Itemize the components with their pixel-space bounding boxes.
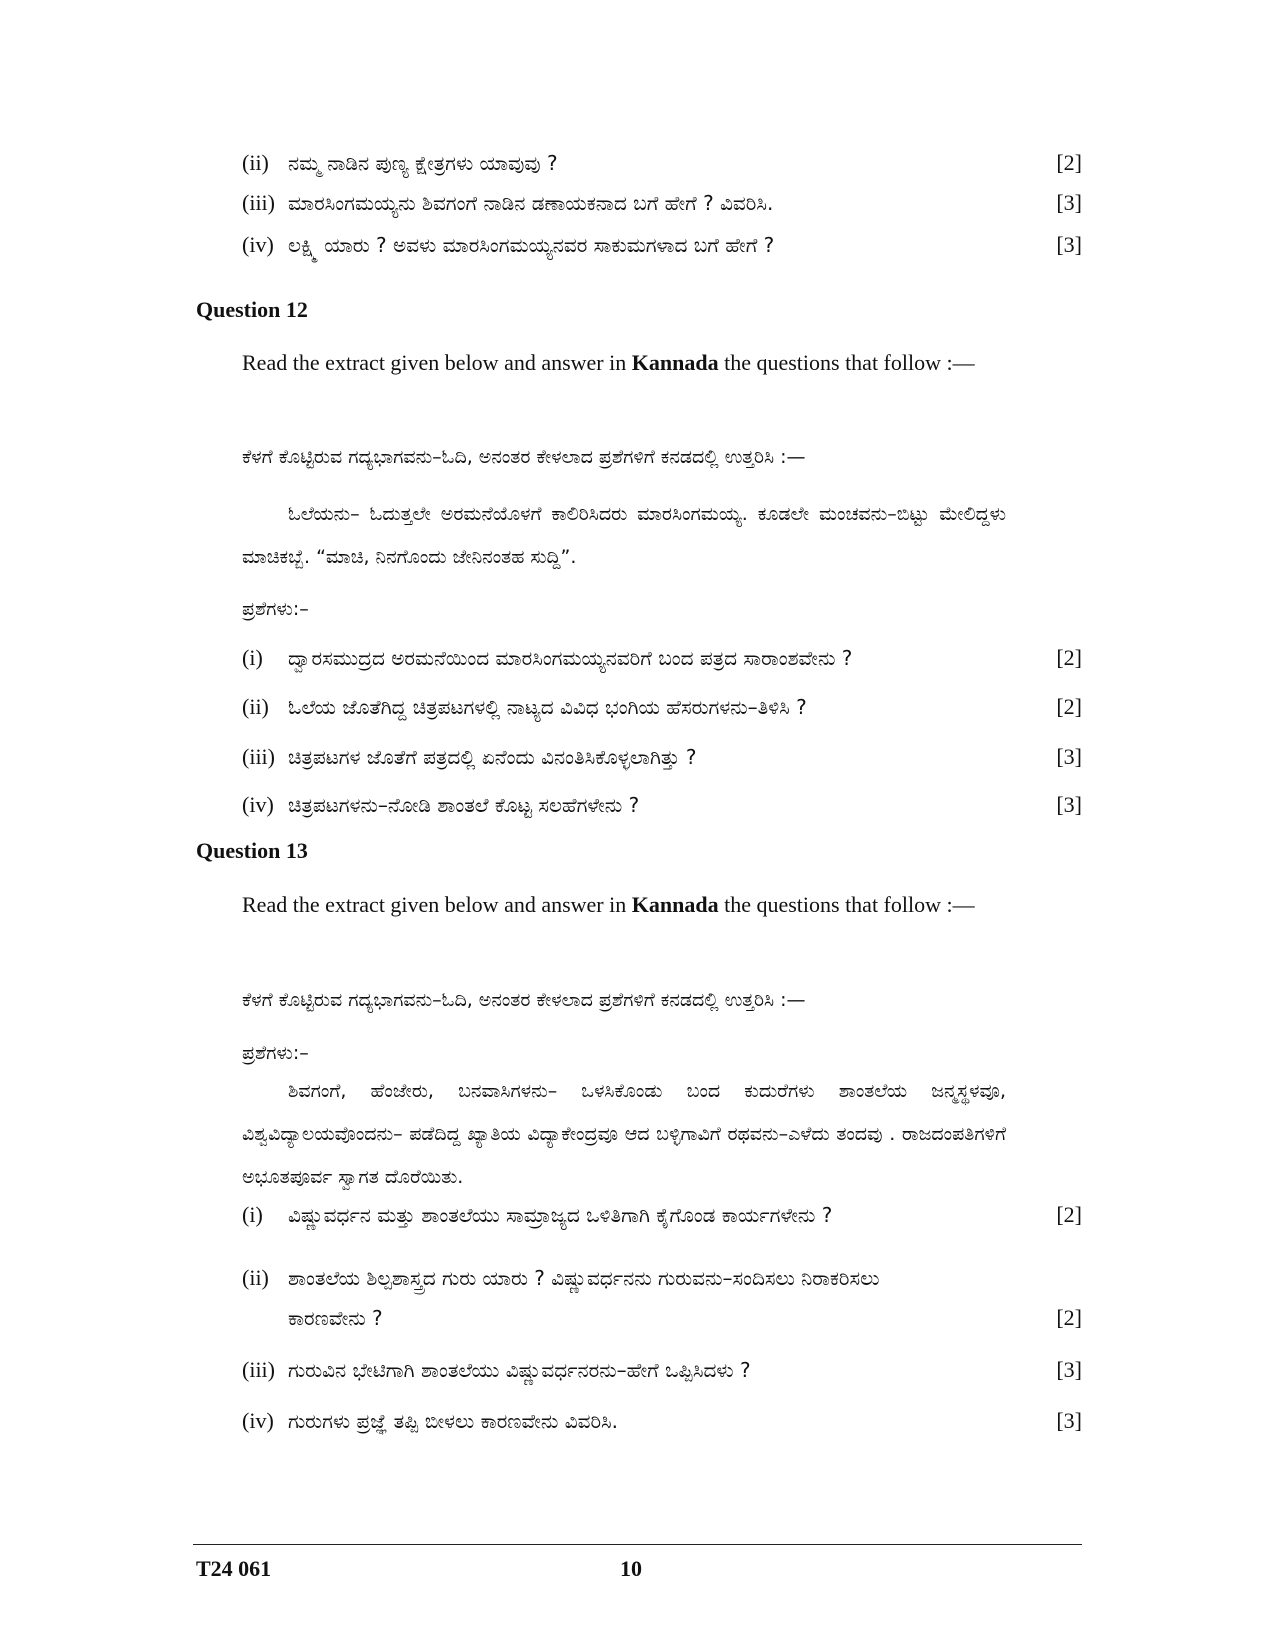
question-item	[242, 692, 1082, 722]
paper-code: T24 061	[196, 1556, 272, 1581]
question-marks: [3]	[1056, 744, 1082, 769]
question-item	[242, 1355, 1082, 1385]
question-item	[242, 643, 1082, 673]
question-number: (i)	[242, 645, 263, 670]
questions-label: ಪ್ರಶೆಗಳು:–	[242, 1042, 309, 1064]
question-number: (iii)	[242, 744, 275, 769]
question-text: ವಿಷ್ಣುವರ್ಧನ ಮತ್ತು ಶಾಂತಲೆಯು ಸಾಮ್ರಾಜ್ಯದ ಒಳಿತಿಗಾಗಿ ಕೈಗೊಂಡ ಕಾರ್ಯಗಳೇನು ?	[288, 1203, 833, 1227]
instruction-text: the questions that follow :—	[718, 892, 975, 917]
question-text: ದ್ವಾರಸಮುದ್ರದ ಅರಮನೆಯಿಂದ ಮಾರಸಿಂಗಮಯ್ಯನವರಿಗೆ ಬಂದ ಪತ್ರದ ಸಾರಾಂಶವೇನು ?	[288, 646, 853, 670]
extract-passage: ಶಿವಗಂಗೆ, ಹೆಂಜೇರು, ಬನವಾಸಿಗಳನು– ಒಳಸಿಕೊಂಡು ಬಂದ ಕುದುರೆಗಳು ಶಾಂತಲೆಯ ಜನ್ಮಸ್ಥಳವೂ, ವಿಶ್ವವಿದ್ಯಾಲಯವೊಂದನು– ಪಡೆದಿದ್ದ ಖ್ಯಾತಿಯ ವಿದ್ಯಾಕೇಂದ್ರವೂ ಆದ ಬಳ್ಳಿಗಾವಿಗೆ ರಥವನು–ಎಳೆದು ತಂದವು . ರಾಜದಂಪತಿಗಳಿಗೆ ಅಭೂತಪೂರ್ವ ಸ್ವಾಗತ ದೊರೆಯಿತು.	[242, 1080, 1006, 1188]
question-number: (iv)	[242, 232, 274, 257]
instruction-text: the questions that follow :—	[718, 350, 975, 375]
question-marks: [3]	[1056, 1408, 1082, 1433]
question-number: (ii)	[242, 694, 269, 719]
question-item	[242, 742, 1082, 772]
question-item	[242, 1200, 1082, 1230]
english-instruction	[242, 342, 1006, 384]
question-item	[242, 1263, 1082, 1293]
footer-divider	[193, 1544, 1082, 1545]
question-item	[242, 188, 1082, 218]
question-text: ಕಾರಣವೇನು ?	[288, 1306, 383, 1330]
kannada-instruction: ಕೆಳಗೆ ಕೊಟ್ಟಿರುವ ಗದ್ಯಭಾಗವನು–ಓದಿ, ಅನಂತರ ಕೇಳಲಾದ ಪ್ರಶೆಗಳಿಗೆ ಕನಡದಲ್ಲಿ ಉತ್ತರಿಸಿ :—	[242, 989, 806, 1011]
question-number: (iii)	[242, 190, 275, 215]
question-marks: [3]	[1056, 792, 1082, 817]
question-number: (ii)	[242, 1265, 269, 1290]
question-marks: [2]	[1056, 1305, 1082, 1330]
question-text: ಗುರುಗಳು ಪ್ರಜ್ಞೆ ತಪ್ಪಿ ಬೀಳಲು ಕಾರಣವೇನು ವಿವರಿಸಿ.	[288, 1409, 618, 1433]
question-marks: [2]	[1056, 1202, 1082, 1227]
question-item	[242, 790, 1082, 820]
instruction-text: Read the extract given below and answer in	[242, 350, 632, 375]
question-text: ಚಿತ್ರಪಟಗಳನು–ನೋಡಿ ಶಾಂತಲೆ ಕೊಟ್ಟ ಸಲಹೆಗಳೇನು ?	[288, 793, 640, 817]
question-marks: [2]	[1056, 645, 1082, 670]
question-text: ಶಾಂತಲೆಯ ಶಿಲ್ಪಶಾಸ್ತ್ರದ ಗುರು ಯಾರು ? ವಿಷ್ಣುವರ್ಧನನು ಗುರುವನು–ಸಂದಿಸಲು ನಿರಾಕರಿಸಲು	[288, 1266, 880, 1290]
question-heading: Question 13	[196, 838, 308, 863]
question-marks: [3]	[1056, 190, 1082, 215]
question-text: ಲಕ್ಷ್ಮಿ ಯಾರು ? ಅವಳು ಮಾರಸಿಂಗಮಯ್ಯನವರ ಸಾಕುಮಗಳಾದ ಬಗೆ ಹೇಗೆ ?	[288, 233, 775, 257]
kannada-instruction: ಕೆಳಗೆ ಕೊಟ್ಟಿರುವ ಗದ್ಯಭಾಗವನು–ಓದಿ, ಅನಂತರ ಕೇಳಲಾದ ಪ್ರಶೆಗಳಿಗೆ ಕನಡದಲ್ಲಿ ಉತ್ತರಿಸಿ :—	[242, 446, 806, 468]
questions-label: ಪ್ರಶೆಗಳು:–	[242, 598, 309, 620]
question-number: (iii)	[242, 1357, 275, 1382]
question-marks: [3]	[1056, 232, 1082, 257]
page-number: 10	[620, 1556, 642, 1581]
question-text: ಚಿತ್ರಪಟಗಳ ಜೊತೆಗೆ ಪತ್ರದಲ್ಲಿ ಏನೆಂದು ವಿನಂತಿಸಿಕೊಳ್ಳಲಾಗಿತ್ತು ?	[288, 745, 697, 769]
question-text: ಗುರುವಿನ ಭೇಟಿಗಾಗಿ ಶಾಂತಲೆಯು ವಿಷ್ಣುವರ್ಧನರನು–ಹೇಗೆ ಒಪ್ಪಿಸಿದಳು ?	[288, 1358, 751, 1382]
extract-passage: ಓಲೆಯನು– ಓದುತ್ತಲೇ ಅರಮನೆಯೊಳಗೆ ಕಾಲಿರಿಸಿದರು ಮಾರಸಿಂಗಮಯ್ಯ. ಕೂಡಲೇ ಮಂಚವನು–ಬಿಟ್ಟು ಮೇಲಿದ್ದಳು ಮಾಚಿಕಬ್ಬೆ. “ಮಾಚಿ, ನಿನಗೊಂದು ಜೇನಿನಂತಹ ಸುದ್ದಿ”.	[242, 503, 1006, 568]
question-number: (i)	[242, 1202, 263, 1227]
question-heading: Question 12	[196, 297, 308, 322]
instruction-language: Kannada	[631, 350, 719, 375]
question-text: ಮಾರಸಿಂಗಮಯ್ಯನು ಶಿವಗಂಗೆ ನಾಡಿನ ಡಣಾಯಕನಾದ ಬಗೆ ಹೇಗೆ ? ವಿವರಿಸಿ.	[288, 191, 774, 215]
question-text: ಓಲೆಯ ಜೊತೆಗಿದ್ದ ಚಿತ್ರಪಟಗಳಲ್ಲಿ ನಾಟ್ಯದ ವಿವಿಧ ಭಂಗಿಯ ಹೆಸರುಗಳನು–ತಿಳಿಸಿ ?	[288, 695, 807, 719]
question-item	[242, 230, 1082, 260]
question-item	[242, 1406, 1082, 1436]
question-item	[242, 148, 1082, 178]
question-marks: [2]	[1056, 150, 1082, 175]
question-marks: [3]	[1056, 1357, 1082, 1382]
instruction-text: Read the extract given below and answer in	[242, 892, 632, 917]
english-instruction	[242, 884, 1006, 926]
instruction-language: Kannada	[631, 892, 719, 917]
question-number: (iv)	[242, 792, 274, 817]
question-text: ನಮ್ಮ ನಾಡಿನ ಪುಣ್ಯ ಕ್ಷೇತ್ರಗಳು ಯಾವುವು ?	[288, 151, 558, 175]
question-number: (iv)	[242, 1408, 274, 1433]
question-item-continued	[242, 1303, 1082, 1333]
question-marks: [2]	[1056, 694, 1082, 719]
question-number: (ii)	[242, 150, 269, 175]
